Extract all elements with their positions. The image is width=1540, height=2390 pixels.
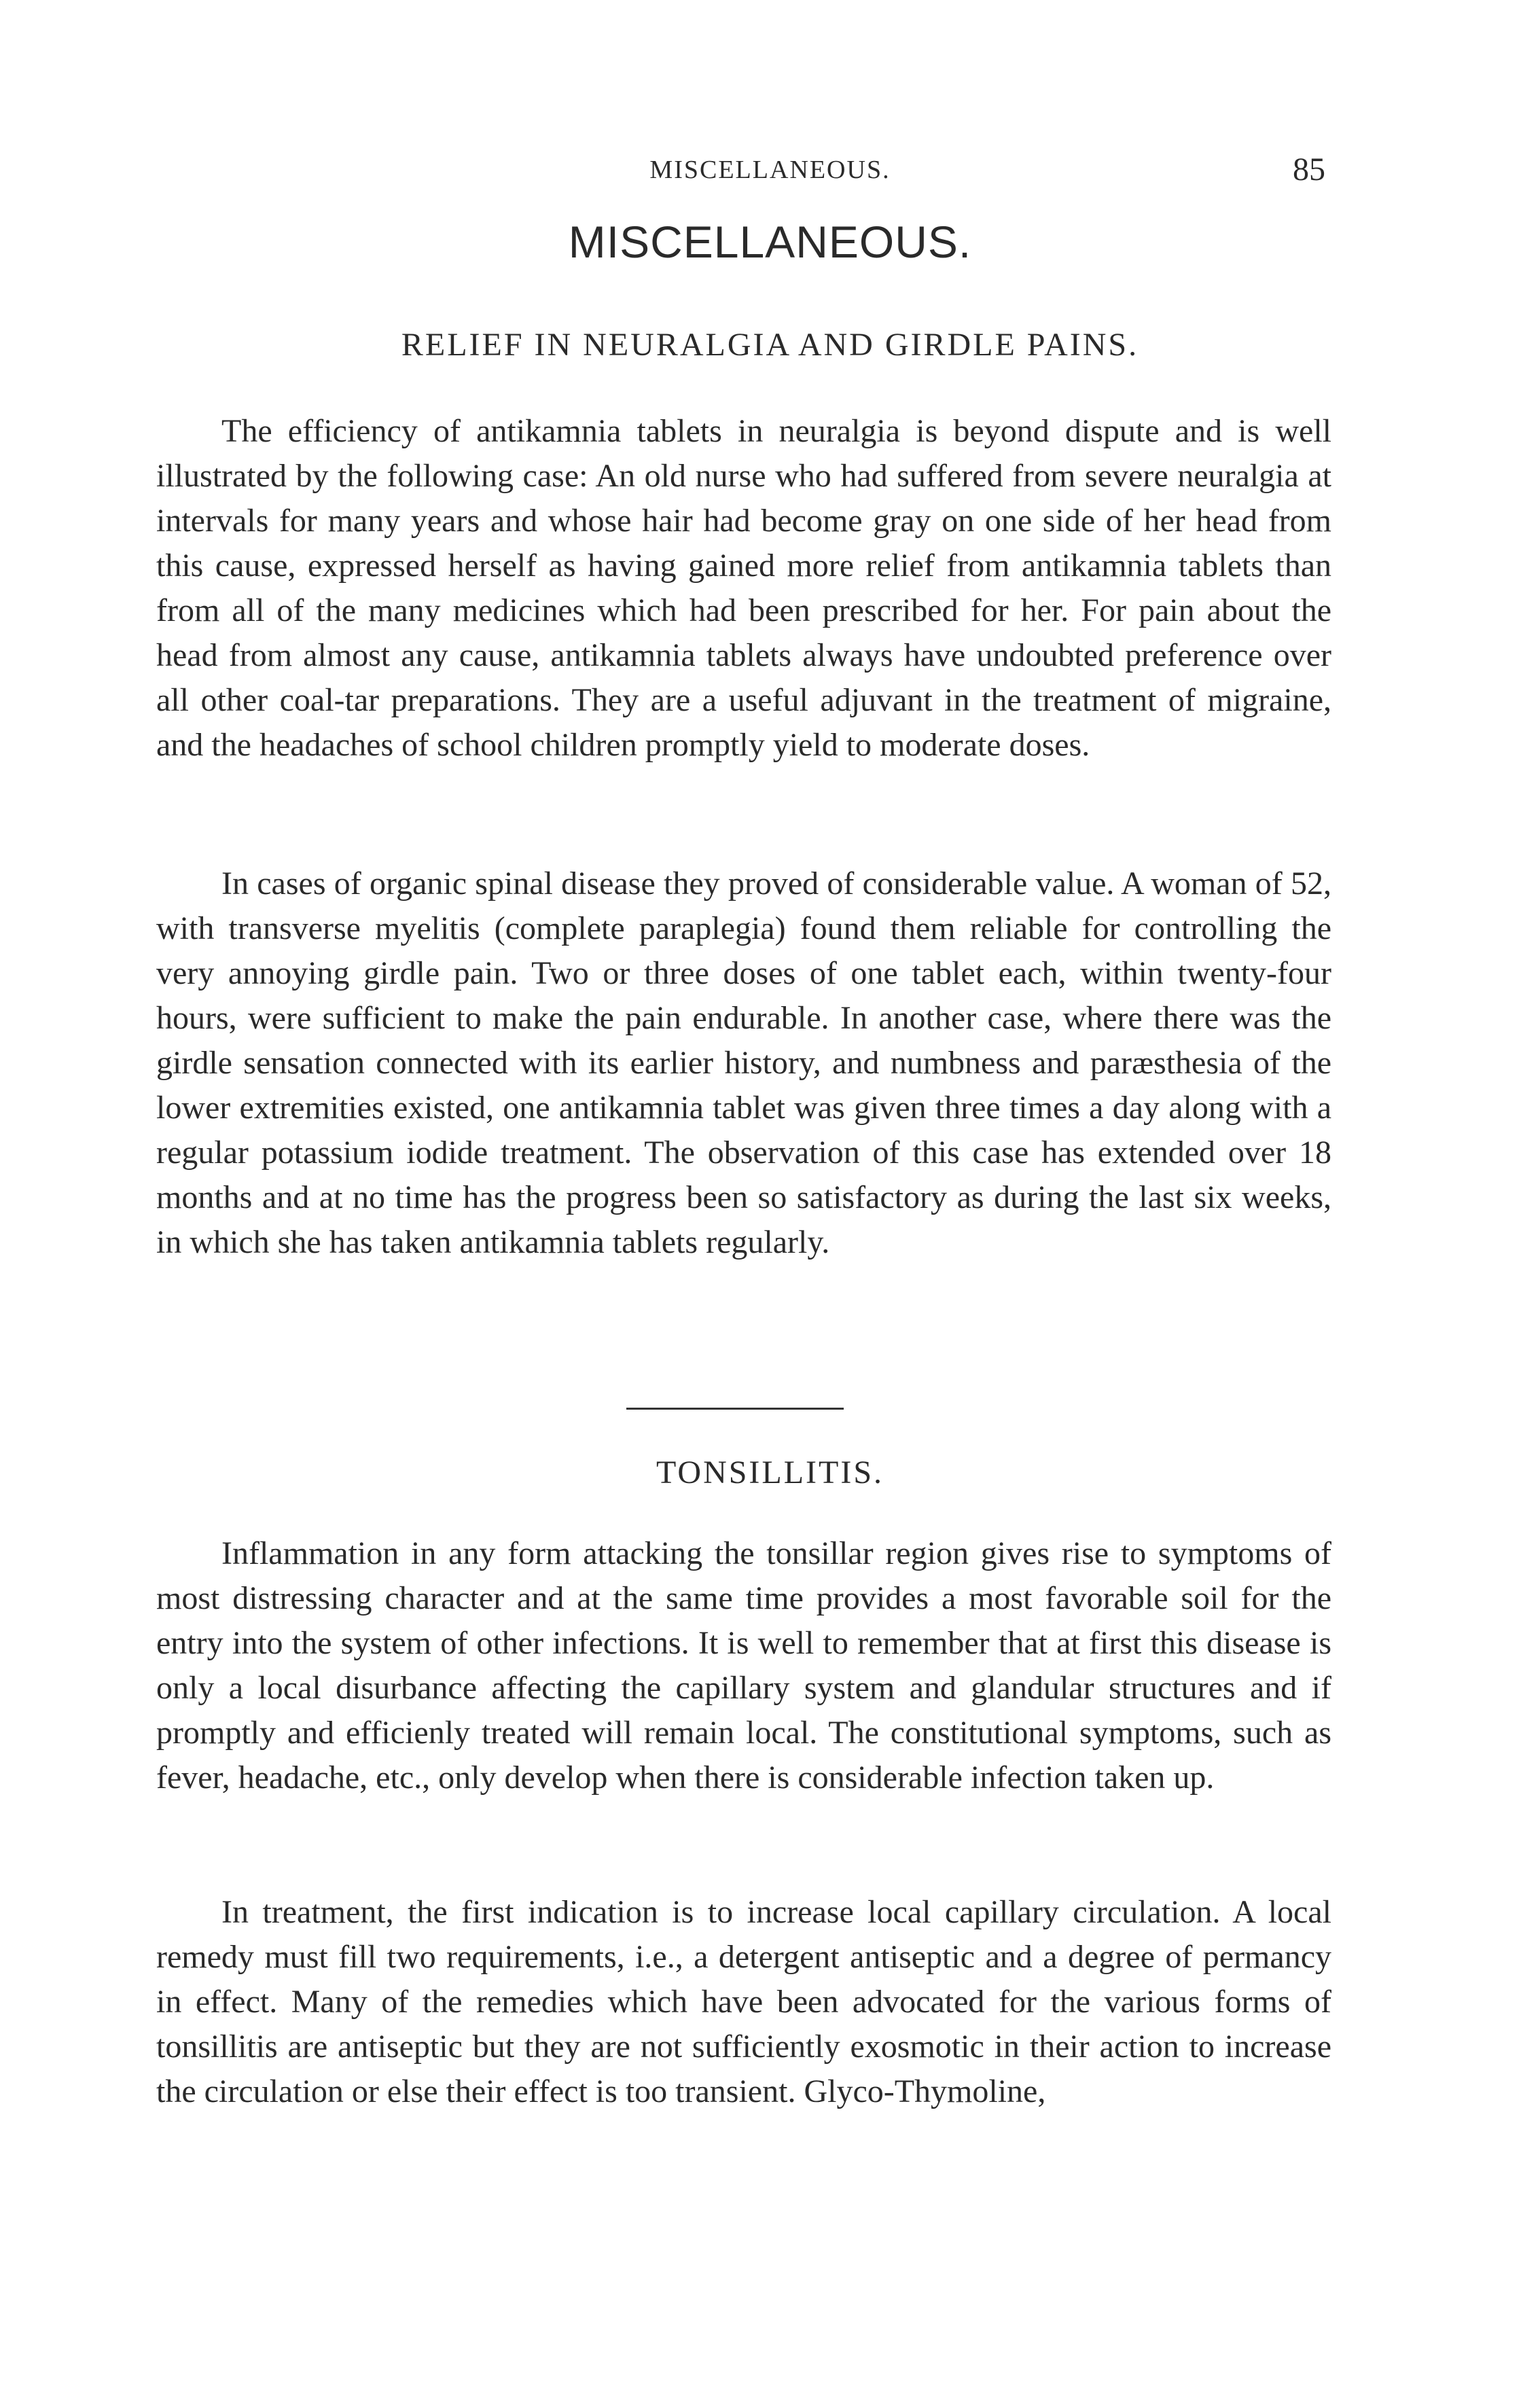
section-body-tonsillitis-continued: [156, 1890, 1331, 2114]
page-number: 85: [1293, 151, 1325, 188]
section-body-neuralgia: [156, 409, 1331, 768]
paragraph: The efficiency of antikamnia tablets in neuralgia is beyond dispute and is well illustrated by the following case: An old nurse who had suffered from severe neuralgia at intervals for many years and whose hair had become gray on one side of her head from this cause, expressed herself as having gained more relief from antikamnia tablets than from all of the many medicines which had been prescribed for her. For pain about the head from almost any cause, antikamnia tablets always have undoubted preference over all other coal-tar preparations. They are a useful adjuvant in the treatment of migraine, and the headaches of school children promptly yield to moderate doses.: [156, 413, 1331, 763]
section-body-neuralgia-continued: [156, 861, 1331, 1265]
running-head: [0, 151, 1540, 196]
page-title: MISCELLANEOUS.: [568, 217, 972, 267]
running-head-title: MISCELLANEOUS.: [649, 156, 891, 184]
section-divider: [626, 1408, 844, 1410]
section-heading-neuralgia: RELIEF IN NEURALGIA AND GIRDLE PAINS.: [401, 327, 1139, 363]
paragraph: Inflammation in any form attacking the tonsillar region gives rise to symptoms of most distressing character and at the same time provides a most favorable soil for the entry into the system of other infections. It is well to remember that at first this disease is only a local disurbance affecting the capillary system and glandular structures and if promptly and efficienly treated will remain local. The constitutional symptoms, such as fever, headache, etc., only develop when there is considerable infection taken up.: [156, 1535, 1331, 1796]
section-heading-tonsillitis: TONSILLITIS.: [656, 1455, 884, 1491]
paragraph: In cases of organic spinal disease they proved of considerable value. A woman of 52, with transverse myelitis (complete paraplegia) found them reliable for controlling the very annoying girdle pain. Two or three doses of one tablet each, within twenty-four hours, were sufficient to make the pain endurable. In another case, where there was the girdle sensation connected with its earlier history, and numbness and paræsthesia of the lower extremities existed, one antikamnia tablet was given three times a day along with a regular potassium iodide treatment. The observation of this case has extended over 18 months and at no time has the progress been so satisfactory as during the last six weeks, in which she has taken antikamnia tablets regularly.: [156, 866, 1331, 1260]
paragraph: In treatment, the first indication is to increase local capillary circulation. A local remedy must fill two requirements, i.e., a detergent antiseptic and a degree of permancy in effect. Many of the remedies which have been advocated for the various forms of tonsillitis are antiseptic but they are not sufficiently exosmotic in their action to increase the circulation or else their effect is too transient. Glyco-Thymoline,: [156, 1894, 1331, 2109]
section-body-tonsillitis: [156, 1531, 1331, 1800]
